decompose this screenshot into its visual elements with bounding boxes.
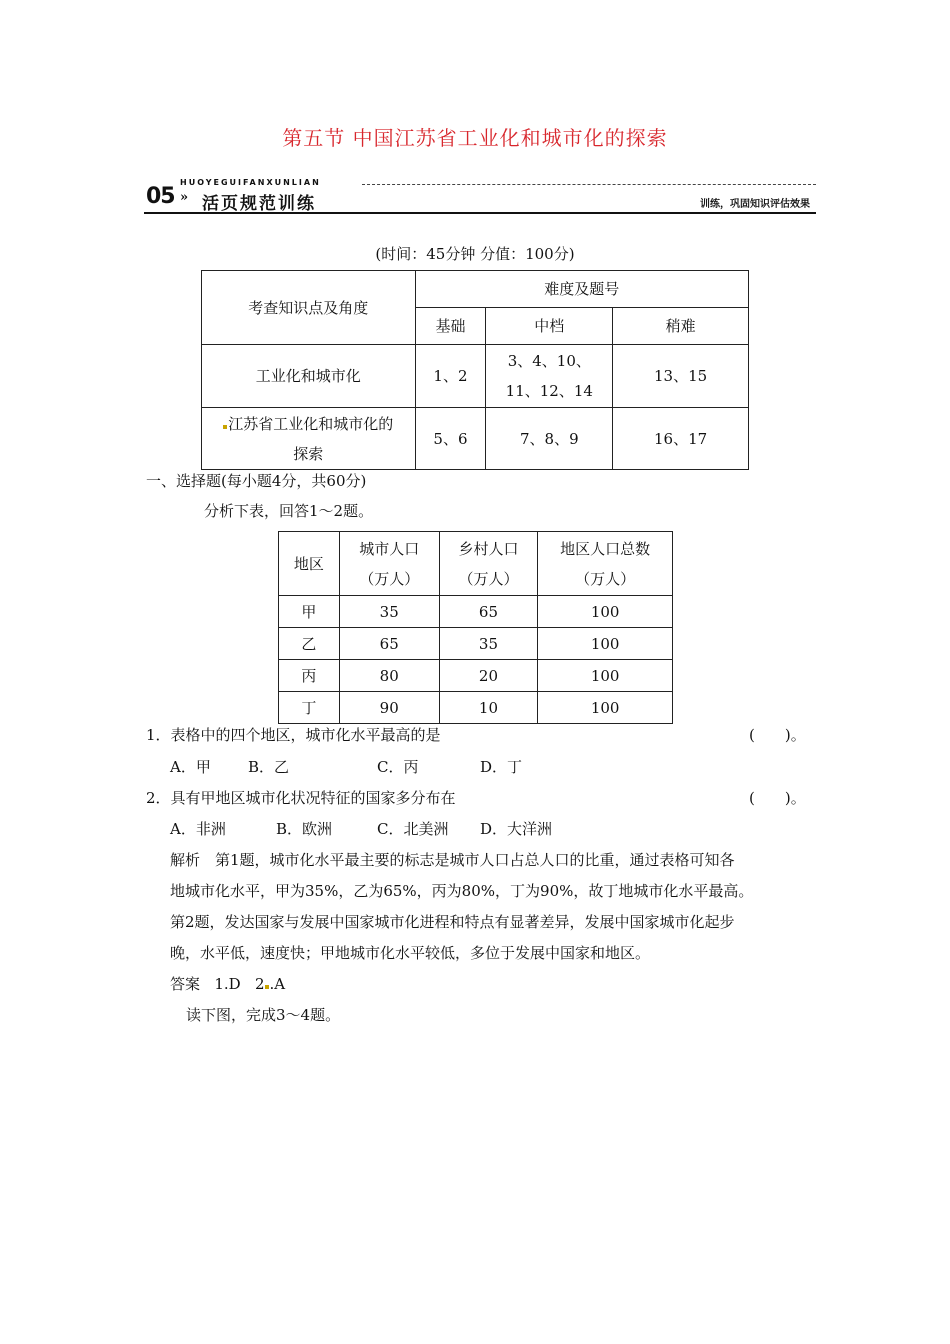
spec-mid-cell [486,345,613,408]
pop-header-region: 地区 [279,532,340,596]
pop-header-line: 乡村人口 [458,539,519,558]
pop-cell: 100 [538,660,673,692]
pop-cell: 90 [339,692,439,724]
spec-table [201,270,749,470]
answer-1: 1.D [214,975,241,993]
spec-header-topic: 考查知识点及角度 [202,271,416,345]
double-arrow-icon: » [180,190,189,205]
table-row [279,660,673,692]
table-row [202,345,749,408]
spec-topic-cell: 工业化和城市化 [202,345,416,408]
spec-topic-line: 探索 [293,444,324,463]
time-score-info: (时间：45分钟 分值：100分) [375,245,575,263]
question-1-option-d: D．丁 [480,758,523,776]
pop-cell: 乙 [279,628,340,660]
analysis-line: 解析 第1题，城市化水平最主要的标志是城市人口占总人口的比重，通过表格可知各 [170,851,735,869]
spec-mid-line: 11、12、14 [505,382,593,400]
pop-header-unit: （万人） [359,569,420,588]
pop-cell: 100 [538,596,673,628]
spec-topic-line [202,409,415,439]
table-row [279,628,673,660]
section-banner [144,178,816,214]
banner-rule [144,212,816,214]
spec-topic-text: 江苏省工业化和城市化的 [228,414,394,433]
question-2-option-d: D．大洋洲 [480,820,553,838]
question-1-stem: 1．表格中的四个地区，城市化水平最高的是 [146,726,441,744]
pop-header-unit: （万人） [575,569,636,588]
banner-pinyin: HUOYEGUIFANXUNLIAN [180,178,321,187]
question-2-option-c: C．北美洲 [377,820,449,838]
pop-cell: 65 [339,628,439,660]
spec-hard-cell: 13、15 [613,345,749,408]
spec-topic-cell [202,408,416,470]
question-2-blank: ( )。 [749,789,806,807]
spec-header-difficulty: 难度及题号 [415,271,748,308]
banner-heading: 活页规范训练 [202,194,316,214]
pop-cell: 丁 [279,692,340,724]
analysis-line: 地城市化水平，甲为35%，乙为65%，丙为80%，丁为90%，故丁地城市化水平最高。 [170,882,754,900]
table-row [279,692,673,724]
answer-line [170,973,285,994]
question-1-blank: ( )。 [749,726,806,744]
page-title: 第五节 中国江苏省工业化和城市化的探索 [282,126,668,150]
spec-basic-cell: 5、6 [415,408,486,470]
edit-mark-icon [265,985,269,989]
question-intro: 分析下表，回答1～2题。 [204,502,374,520]
pop-header-line: 地区人口总数 [560,539,651,558]
banner-number: 05 [146,184,175,209]
question-2-stem: 2．具有甲地区城市化状况特征的国家多分布在 [146,789,456,807]
spec-mid-cell: 7、8、9 [486,408,613,470]
question-1-option-c: C．丙 [377,758,419,776]
pop-cell: 100 [538,692,673,724]
pop-cell: 35 [439,628,538,660]
spec-basic-cell: 1、2 [415,345,486,408]
banner-dotted-line [362,184,816,185]
pop-header-urban [339,532,439,596]
spec-level-basic: 基础 [415,308,486,345]
pop-cell: 100 [538,628,673,660]
question-2-option-a: A．非洲 [170,820,226,838]
pop-cell: 20 [439,660,538,692]
pop-cell: 65 [439,596,538,628]
pop-header-unit: （万人） [458,569,519,588]
pop-cell: 甲 [279,596,340,628]
analysis-line: 第2题，发达国家与发展中国家城市化进程和特点有显著差异，发展中国家城市化起步 [170,913,735,931]
table-row [202,408,749,470]
spec-level-mid: 中档 [486,308,613,345]
question-1-option-b: B．乙 [248,758,290,776]
answer-label: 答案 [170,975,201,993]
analysis-line: 晚，水平低，速度快；甲地城市化水平较低，多位于发展中国家和地区。 [170,944,651,962]
pop-cell: 丙 [279,660,340,692]
question-1-option-a: A．甲 [170,758,211,776]
edit-mark-icon [223,425,227,429]
next-question-intro: 读下图，完成3～4题。 [186,1006,341,1024]
pop-cell: 35 [339,596,439,628]
pop-header-line: 城市人口 [359,539,420,558]
pop-header-total [538,532,673,596]
answer-2-choice: .A [269,975,286,993]
population-table [278,531,673,724]
banner-subtitle: 训练，巩固知识评估效果 [700,199,810,210]
spec-hard-cell: 16、17 [613,408,749,470]
answer-2-num: 2 [254,975,265,993]
table-row [279,596,673,628]
spec-mid-line: 3、4、10、 [507,352,591,370]
spec-level-hard: 稍难 [613,308,749,345]
pop-cell: 10 [439,692,538,724]
pop-cell: 80 [339,660,439,692]
section-heading: 一、选择题(每小题4分，共60分) [146,472,367,490]
question-2-option-b: B．欧洲 [276,820,333,838]
pop-header-rural [439,532,538,596]
